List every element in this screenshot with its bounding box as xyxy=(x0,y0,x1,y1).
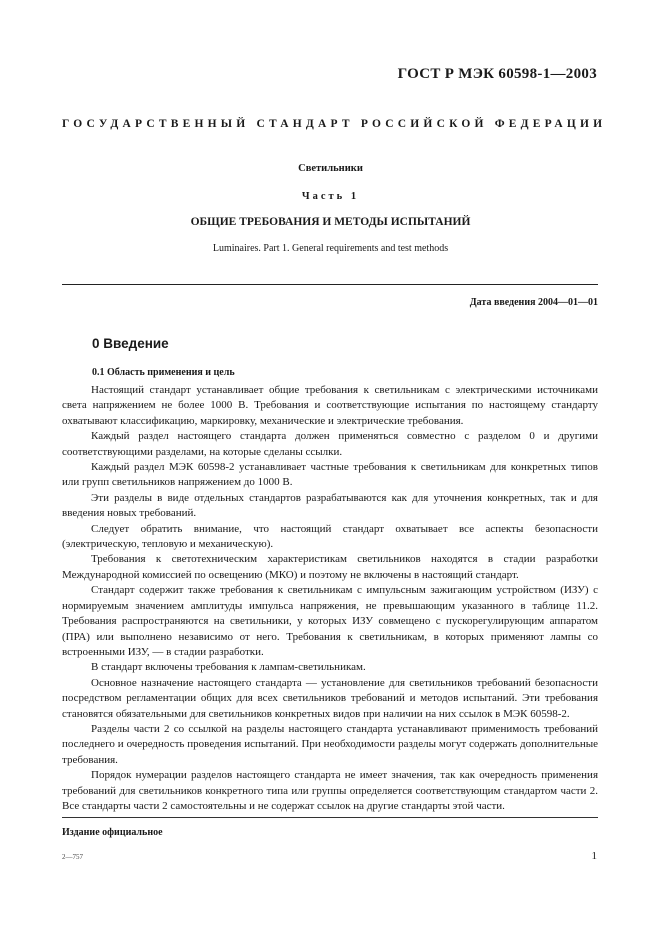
paragraph: Порядок нумерации разделов настоящего стандарта не имеет значения, так как очередность применения требований для светильников конкретного типа или группы определяется соответствующим стандартом части 2. Все стандарты части 2 самостоятельны и не содержат ссылок на другие стандарты этой части. xyxy=(62,769,598,812)
edition-label: Издание официальное xyxy=(62,827,163,838)
section-heading: 0 Введение xyxy=(92,336,169,351)
standard-subtitle: ОБЩИЕ ТРЕБОВАНИЯ И МЕТОДЫ ИСПЫТАНИЙ xyxy=(190,216,471,228)
effective-date: Дата введения 2004—01—01 xyxy=(469,297,598,308)
paragraph: Разделы части 2 со ссылкой на разделы настоящего стандарта устанавливают применимость требований последнего и очередность проведения испытаний. При необходимости разделы могут содержать дополнительные требования. xyxy=(62,722,598,766)
paragraph: Стандарт содержит также требования к светильникам с импульсным зажигающим устройством (ИЗУ) с нормируемым значением амплитуды импульса напряжения, не превышающим указанного в таблице 11.2. Требования распространяются на светильники, у которых ИЗУ совмещено с пускорегулирующим аппаратом (ПРА) или выполнено независимо от него. Требования к светильникам, в которых применяют лампы со встроенными ИЗУ, — в стадии разработки. xyxy=(62,584,598,658)
paragraph: Требования к светотехническим характеристикам светильников находятся в стадии разработки Международной комиссией по освещению (МКО) и поэтому не включены в настоящий стандарт. xyxy=(62,553,598,581)
paragraph: Каждый раздел настоящего стандарта должен применяться совместно с разделом 0 и другими соответствующими разделами, на которые сделаны ссылки. xyxy=(62,430,598,458)
part-label: Часть 1 xyxy=(301,191,360,202)
state-standard-line: ГОСУДАРСТВЕННЫЙ СТАНДАРТ РОССИЙСКОЙ ФЕДЕРАЦИИ xyxy=(62,118,607,130)
english-title: Luminaires. Part 1. General requirements and test methods xyxy=(212,243,449,254)
document-code: ГОСТ Р МЭК 60598-1—2003 xyxy=(397,66,597,82)
paragraph: Настоящий стандарт устанавливает общие требования к светильникам с электрическими источниками света напряжением не более 1000 В. Требования и соответствующие испытания по настоящему стандарту охватывают классификацию, маркировку, механические и электрические требования. xyxy=(62,384,598,427)
print-code: 2—757 xyxy=(62,853,83,861)
paragraph: В стандарт включены требования к лампам-светильникам. xyxy=(91,661,366,674)
paragraph: Эти разделы в виде отдельных стандартов разрабатываются как для уточнения конкретных, так и для введения новых требований. xyxy=(62,491,598,520)
footer-divider xyxy=(62,817,598,818)
paragraph: Основное назначение настоящего стандарта — установление для светильников требований безопасности посредством регламентации общих для всех светильников требований и методов испытаний. Эти требования становятся обязательными для светильников конкретных видов при наличии на них ссылок в МЭК 60598-2. xyxy=(62,676,598,720)
header-divider xyxy=(62,284,598,285)
page-number: 1 xyxy=(591,850,597,862)
paragraph: Каждый раздел МЭК 60598-2 устанавливает частные требования к светильникам для конкретных типов или групп светильников напряжением до 1000 В. xyxy=(62,461,598,489)
subsection-heading: 0.1 Область применения и цель xyxy=(92,367,235,378)
paragraph: Следует обратить внимание, что настоящий стандарт охватывает все аспекты безопасности (электрическую, тепловую и механическую). xyxy=(62,522,598,551)
body-text xyxy=(62,383,598,814)
standard-name: Светильники xyxy=(298,163,363,174)
